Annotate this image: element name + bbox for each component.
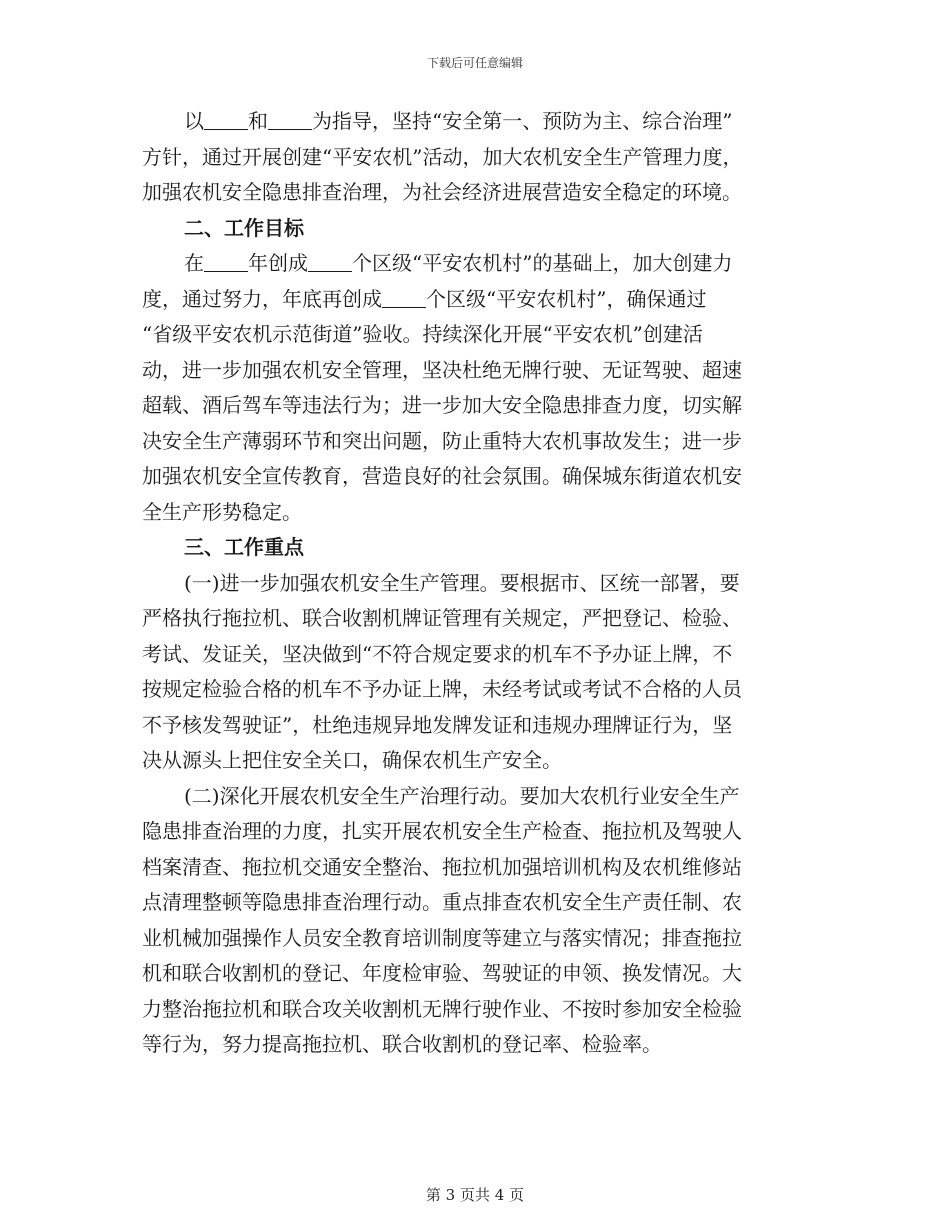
fill-blank	[308, 249, 352, 272]
text-line: 决从源头上把住安全关口，确保农机生产安全。	[142, 748, 562, 772]
fill-blank	[204, 249, 248, 272]
text-line: 加强农机安全隐患排查治理，为社会经济进展营造安全稳定的环境。	[142, 180, 742, 204]
text-line: 档案清查、拖拉机交通安全整治、拖拉机加强培训机构及农机维修站	[142, 854, 742, 879]
text-line: “省级平安农机示范街道”验收。持续深化开展“平安农机”创建活	[142, 322, 703, 346]
text-line: 隐患排查治理的力度，扎实开展农机安全生产检查、拖拉机及驾驶人	[142, 819, 742, 843]
text-line	[142, 246, 806, 282]
paragraph-guidance	[142, 104, 806, 211]
text-line: 机和联合收割机的登记、年度检审验、驾驶证的申领、换发情况。大	[142, 961, 742, 985]
fill-blank	[382, 285, 426, 308]
fill-blank	[268, 107, 312, 130]
text-line: 力整治拖拉机和联合攻关收割机无牌行驶作业、不按时参加安全检验	[142, 996, 742, 1021]
text-run: 度，通过努力，年底再创成	[142, 286, 382, 311]
text-line	[142, 104, 806, 140]
text-run: 个区级“平安农机村”，确保通过	[426, 286, 707, 311]
text-line: 不予核发驾驶证”，杜绝违规异地发牌发证和违规办理牌证行为，坚	[142, 712, 733, 737]
page-header: 下载后可任意编辑	[426, 56, 523, 70]
text-line: 等行为，努力提高拖拉机、联合收割机的登记率、检验率。	[142, 1032, 662, 1056]
text-run: 年创成	[248, 251, 308, 275]
text-line: (一)进一步加强农机安全生产管理。要根据市、区统一部署，要	[184, 570, 740, 595]
text-line: 业机械加强操作人员安全教育培训制度等建立与落实情况；排查拖拉	[142, 925, 742, 950]
text-line: 加强农机安全宣传教育，营造良好的社会氛围。确保城东街道农机安	[142, 464, 742, 488]
page-number: 第 3 页共 4 页	[425, 1186, 525, 1204]
text-run: 以	[184, 109, 204, 133]
paragraph-goals	[142, 246, 806, 530]
section-heading-focus: 三、工作重点	[184, 535, 304, 559]
document-body	[142, 104, 806, 1063]
text-run: 在	[184, 251, 204, 275]
text-line: 超载、酒后驾车等违法行为；进一步加大安全隐患排查力度，切实解	[142, 393, 742, 417]
text-run: 个区级“平安农机村”的基础上，加大创建力	[352, 251, 733, 275]
text-run: 和	[248, 109, 268, 133]
text-line: 严格执行拖拉机、联合收割机牌证管理有关规定，严把登记、检验、	[142, 606, 742, 630]
text-line	[142, 282, 806, 318]
text-line: 方针，通过开展创建“平安农机”活动，加大农机安全生产管理力度，	[142, 144, 743, 169]
fill-blank	[204, 107, 248, 130]
paragraph-management	[142, 566, 806, 779]
text-line: 考试、发证关，坚决做到“不符合规定要求的机车不予办证上牌，不	[142, 641, 733, 666]
text-line: 按规定检验合格的机车不予办证上牌，未经考试或考试不合格的人员	[142, 677, 742, 701]
text-line: 点清理整顿等隐患排查治理行动。重点排查农机安全生产责任制、农	[142, 890, 742, 914]
text-line: 全生产形势稳定。	[142, 499, 302, 524]
text-line: 动，进一步加强农机安全管理，坚决杜绝无牌行驶、无证驾驶、超速	[142, 357, 742, 382]
section-heading-goals: 二、工作目标	[184, 215, 304, 240]
text-line: (二)深化开展农机安全生产治理行动。要加大农机行业安全生产	[184, 783, 740, 808]
paragraph-governance	[142, 779, 806, 1063]
text-line: 决安全生产薄弱环节和突出问题，防止重特大农机事故发生；进一步	[142, 428, 742, 453]
text-run: 为指导，坚持“安全第一、预防为主、综合治理”	[312, 109, 733, 133]
